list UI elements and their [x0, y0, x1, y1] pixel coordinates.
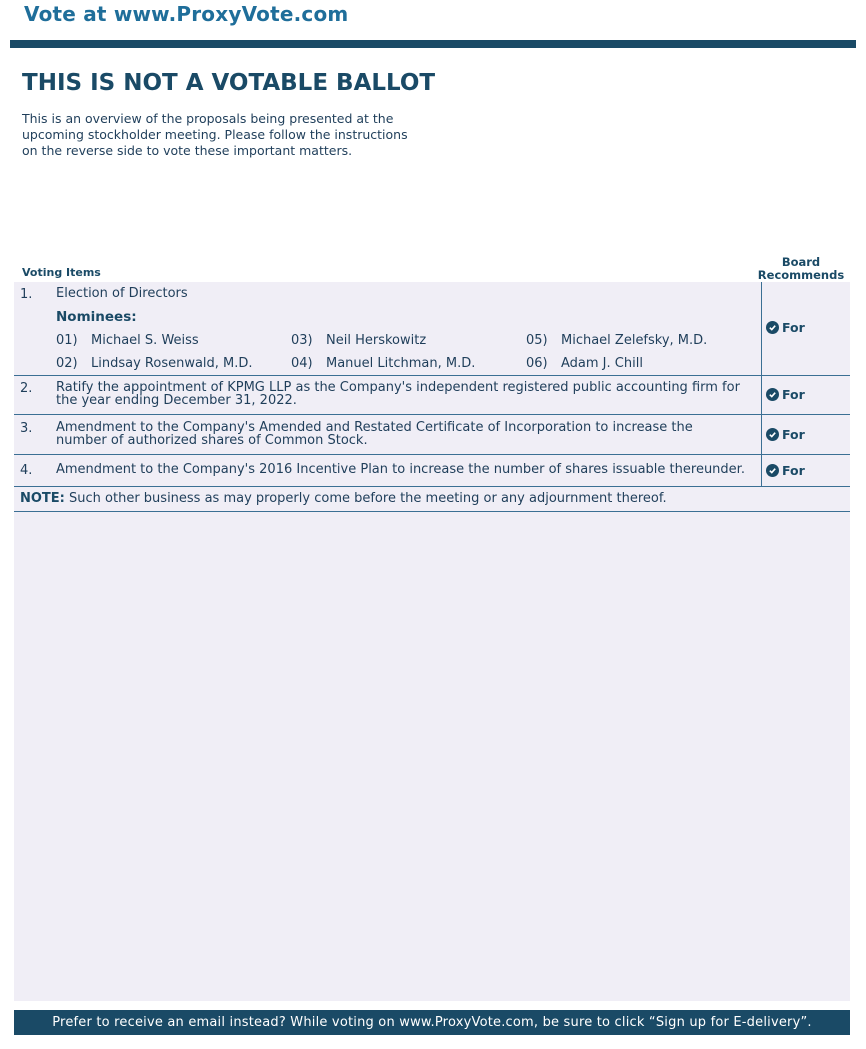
- check-circle-icon: [766, 388, 779, 401]
- item-text: Ratify the appointment of KPMG LLP as the Company's independent registered public accounting firm for the year ending December 31, 2022.: [56, 380, 740, 408]
- voting-item-2: [14, 376, 850, 415]
- item-number: 1.: [20, 287, 33, 302]
- check-circle-icon: [766, 428, 779, 441]
- nominee-name: Manuel Litchman, M.D.: [326, 356, 476, 371]
- nominee-name: Michael S. Weiss: [91, 333, 199, 348]
- note-row: [14, 486, 850, 512]
- nominee-05: [526, 333, 707, 348]
- nominee-number: 06): [526, 356, 548, 371]
- nominee-02: [56, 356, 253, 371]
- nominee-06: [526, 356, 643, 371]
- recommendation: [766, 320, 805, 335]
- recommendation-label: For: [782, 463, 805, 478]
- item-text: Amendment to the Company's 2016 Incentive Plan to increase the number of shares issuable thereunder.: [56, 462, 745, 477]
- item-text: Amendment to the Company's Amended and Restated Certificate of Incorporation to increase the number of authorized shares of Common Stock.: [56, 420, 693, 448]
- nominees-label: Nominees:: [56, 309, 137, 325]
- voting-items-header: Voting Items: [22, 266, 101, 279]
- nominee-number: 02): [56, 356, 78, 371]
- item-number: 3.: [20, 421, 33, 436]
- nominee-04: [291, 356, 475, 371]
- nominee-01: [56, 333, 199, 348]
- voting-item-3: [14, 415, 850, 455]
- nominee-name: Neil Herskowitz: [326, 333, 427, 348]
- board-recommendation-cell: [761, 415, 850, 454]
- board-recommendation-cell: [761, 455, 850, 486]
- nominee-03: [291, 333, 426, 348]
- note-label: NOTE:: [20, 491, 65, 506]
- check-circle-icon: [766, 321, 779, 334]
- nominee-name: Adam J. Chill: [561, 356, 643, 371]
- header-title[interactable]: Vote at www.ProxyVote.com: [24, 2, 349, 26]
- board-recommendation-cell: [761, 376, 850, 414]
- intro-text: This is an overview of the proposals being presented at the upcoming stockholder meeting. Please follow the instructions on the reverse side to vote these important matters.: [22, 111, 408, 158]
- nominee-name: Michael Zelefsky, M.D.: [561, 333, 708, 348]
- voting-item-4: [14, 455, 850, 487]
- note-text: [20, 491, 667, 506]
- board-recommendation-cell: [761, 282, 850, 375]
- header-divider-bar: [10, 40, 856, 48]
- recommendation: [766, 427, 805, 442]
- item-number: 2.: [20, 381, 33, 396]
- nominee-number: 04): [291, 356, 313, 371]
- board-recommends-header-line1: Board: [781, 255, 821, 269]
- item-number: 4.: [20, 463, 33, 478]
- footer-edelivery-banner: Prefer to receive an email instead? While voting on www.ProxyVote.com, be sure to click “Sign up for E-delivery”.: [14, 1010, 850, 1035]
- page-title: THIS IS NOT A VOTABLE BALLOT: [22, 70, 436, 96]
- nominee-name: Lindsay Rosenwald, M.D.: [91, 356, 253, 371]
- note-body: Such other business as may properly come before the meeting or any adjournment thereof.: [64, 491, 667, 506]
- recommendation-label: For: [782, 427, 805, 442]
- recommendation-label: For: [782, 387, 805, 402]
- recommendation: [766, 387, 805, 402]
- board-recommends-header: [756, 256, 846, 282]
- recommendation-label: For: [782, 320, 805, 335]
- voting-item-1: [14, 282, 850, 376]
- item-text: Election of Directors: [56, 286, 188, 301]
- nominee-number: 05): [526, 333, 548, 348]
- recommendation: [766, 463, 805, 478]
- nominee-number: 01): [56, 333, 78, 348]
- board-recommends-header-line2: Recommends: [757, 268, 845, 282]
- check-circle-icon: [766, 464, 779, 477]
- nominee-number: 03): [291, 333, 313, 348]
